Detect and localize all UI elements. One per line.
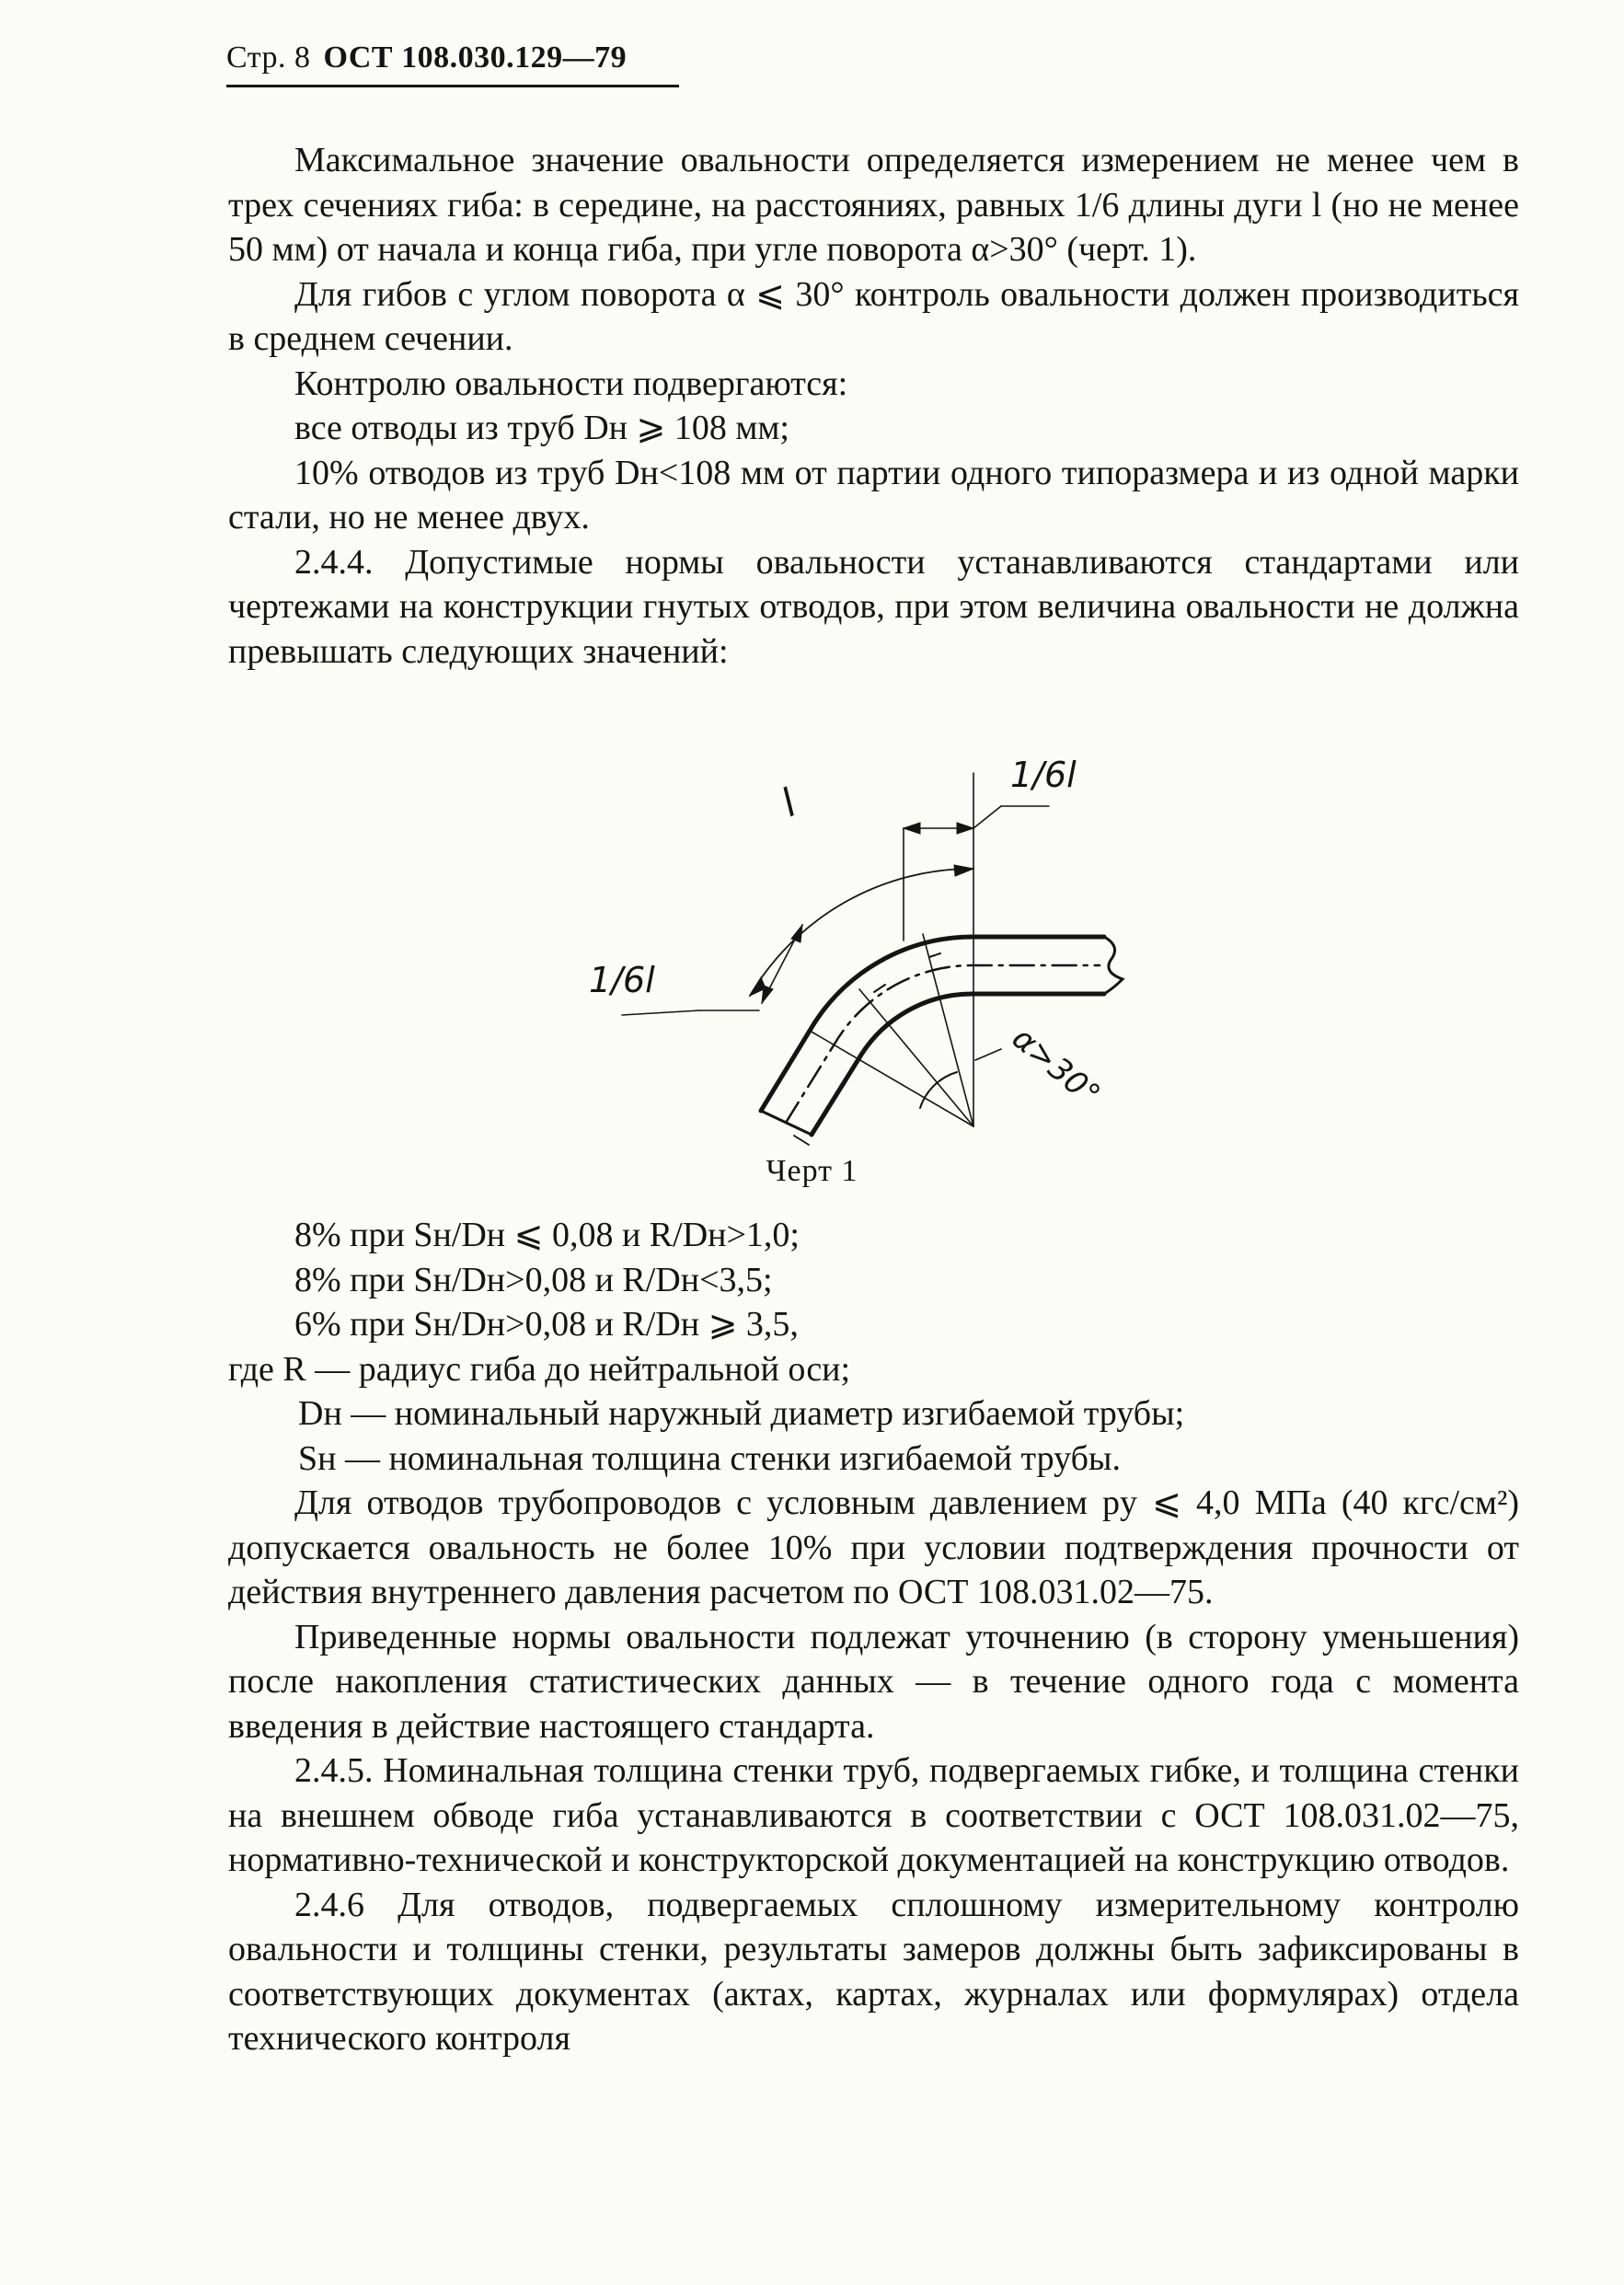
paragraph-2-4-6: 2.4.6 Для отводов, подвергаемых сплошному измерительному контролю овальности и толщины стенки, результаты замеров должны быть зафиксированы в соответствующих документах (актах, картах, журналах или формулярах) отдела технического контроля	[228, 1885, 1519, 2058]
label-arc-length: l	[774, 779, 803, 826]
standard-number: ОСТ 108.030.129—79	[323, 40, 628, 75]
arc-length-dimension	[750, 869, 973, 996]
norm-line-2: 8% при Sн/Dн>0,08 и R/Dн<3,5;	[294, 1260, 773, 1299]
page-number: Стр. 8	[226, 40, 311, 75]
paragraph-norms-refinement: Приведенные нормы овальности подлежат уточнению (в сторону уменьшения) после накопления статистических данных — в течение одного года с момента введения в действие настоящего стандарта.	[228, 1617, 1519, 1746]
paragraph-ovality-measurement: Максимальное значение овальности определяется измерением не менее чем в трех сечениях гиба: в середине, на расстояниях, равных 1/6 длины дуги l (но не менее 50 мм) от начала и конца гиба, при угле поворота α>30° (черт. 1).	[228, 141, 1519, 269]
legend-wall-thickness: Sн — номинальная толщина стенки изгибаемой трубы.	[298, 1438, 1121, 1478]
paragraph-control-scope-intro: Контролю овальности подвергаются:	[294, 364, 848, 403]
label-sixth-left: 1/6l	[589, 960, 655, 1000]
bend-drawing	[570, 699, 1215, 1196]
pipe-break-right	[1104, 937, 1123, 994]
norm-line-3: 6% при Sн/Dн>0,08 и R/Dн ⩾ 3,5,	[294, 1305, 799, 1344]
norm-line-1: 8% при Sн/Dн ⩽ 0,08 и R/Dн>1,0;	[294, 1216, 800, 1254]
paragraph-control-scope-ten-percent: 10% отводов из труб Dн<108 мм от партии одного типоразмера и из одной марки стали, но не менее двух.	[228, 453, 1519, 537]
figure-caption: Черт 1	[766, 1154, 858, 1188]
radius-line-sixth-left	[859, 989, 973, 1126]
paragraph-control-scope-all: все отводы из труб Dн ⩾ 108 мм;	[294, 409, 789, 447]
page-header	[226, 40, 627, 75]
paragraph-low-pressure: Для отводов трубопроводов с условным давлением pу ⩽ 4,0 МПа (40 кгс/см²) допускается овальность не более 10% при условии подтверждения прочности от действия внутреннего давления расчетом по ОСТ 108.031.02—75.	[228, 1483, 1519, 1611]
legend-outer-diameter: Dн — номинальный наружный диаметр изгибаемой трубы;	[298, 1394, 1185, 1433]
legend-radius: где R — радиус гиба до нейтральной оси;	[228, 1349, 851, 1389]
angle-arc	[920, 1072, 957, 1108]
paragraph-2-4-5: 2.4.5. Номинальная толщина стенки труб, подвергаемых гибке, и толщина стенки на внешнем обводе гиба устанавливаются в соответствии с ОСТ 108.031.02—75, нормативно-технической и конструкторской документацией на конструкцию отводов.	[228, 1751, 1519, 1879]
paragraph-2-4-4: 2.4.4. Допустимые нормы овальности устанавливаются стандартами или чертежами на конструкции гнутых отводов, при этом величина овальности не должна превышать следующих значений:	[228, 542, 1519, 671]
norms-block	[228, 1213, 1519, 2061]
section-before-figure	[228, 138, 1519, 674]
radius-line-bend-start	[810, 1031, 973, 1126]
angle-leader	[975, 1049, 1001, 1060]
paragraph-small-angle-control: Для гибов с углом поворота α ⩽ 30° контроль овальности должен производиться в среднем сечении.	[228, 274, 1519, 358]
figure-bend-diagram	[570, 699, 1215, 1196]
sixth-leader-top	[973, 806, 1001, 828]
header-rule	[226, 85, 679, 87]
radius-line-sixth-right	[923, 934, 973, 1126]
label-sixth-top: 1/6l	[1010, 755, 1077, 795]
label-angle: α>30°	[1005, 1020, 1108, 1114]
